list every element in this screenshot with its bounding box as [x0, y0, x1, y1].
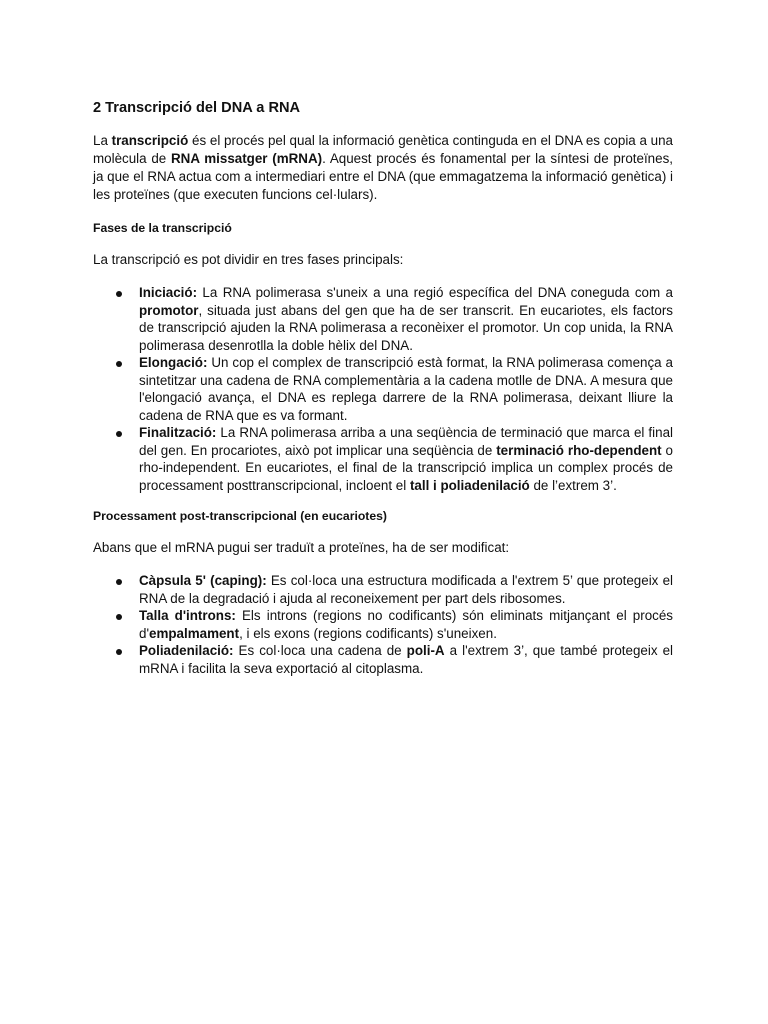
list-item-poliadenilacio — [93, 642, 673, 677]
item-label: Càpsula 5' (caping): — [139, 573, 267, 588]
item-text: , situada just abans del gen que ha de ser transcrit. En eucariotes, els factors de transcripció ajuden la RNA polimerasa a reconèixer el promotor. Un cop unida, la RNA polimerasa desenrotlla la doble hèlix del DNA. — [139, 302, 673, 353]
item-text: Es col·loca una estructura modificada a l'extrem 5’ que protegeix el RNA de la degradació i ajuda al reconeixement per part dels ribosomes. — [139, 573, 673, 606]
intro-bold-transcripcio: transcripció — [111, 133, 189, 148]
intro-bold-mrna: RNA missatger (mRNA) — [170, 151, 323, 166]
phases-list — [93, 284, 673, 494]
item-text: Es col·loca una cadena de — [233, 643, 407, 658]
post-transcriptional-heading: Processament post-transcripcional (en eucariotes) — [93, 509, 387, 523]
item-text: Els introns (regions no codificants) són eliminats mitjançant el procés d' — [139, 608, 673, 641]
item-text: de l’extrem 3’. — [529, 477, 617, 493]
bullet-icon — [116, 291, 122, 297]
intro-paragraph — [93, 132, 673, 204]
item-label: Poliadenilació: — [139, 643, 234, 658]
document-page — [93, 99, 673, 677]
item-bold: empalmament — [149, 625, 240, 641]
item-bold: poli-A — [406, 643, 445, 658]
phases-heading: Fases de la transcripció — [93, 221, 232, 235]
list-item-iniciacio — [93, 284, 673, 354]
post-intro: Abans que el mRNA pugui ser traduït a proteïnes, ha de ser modificat: — [93, 540, 510, 555]
bullet-icon — [116, 649, 122, 655]
list-item-finalitzacio — [93, 424, 673, 494]
bullet-icon — [116, 431, 122, 437]
item-label: Talla d'introns: — [139, 608, 236, 623]
item-text: , i els exons (regions codificants) s'uneixen. — [239, 625, 497, 641]
item-label: Finalització: — [139, 425, 217, 440]
bullet-icon — [116, 579, 122, 585]
post-list — [93, 572, 673, 677]
phases-intro: La transcripció es pot dividir en tres fases principals: — [93, 252, 404, 267]
item-text: o rho-independent. En eucariotes, el final de la transcripció implica un complex procés de processament posttranscripcional, incloent el — [139, 442, 673, 493]
intro-text-2: és el procés pel qual la informació genètica continguda en el DNA es copia a una molècula de — [93, 133, 673, 166]
list-item-capsula — [93, 572, 673, 607]
list-item-talla-introns — [93, 607, 673, 642]
item-text: La RNA polimerasa arriba a una seqüència de terminació que marca el final del gen. En procariotes, això pot implicar una seqüència de — [139, 425, 673, 458]
item-text: a l'extrem 3’, que també protegeix el mRNA i facilita la seva exportació al citoplasma. — [139, 643, 673, 676]
bullet-icon — [116, 614, 122, 620]
item-text: La RNA polimerasa s'uneix a una regió específica del DNA coneguda com a — [197, 285, 673, 300]
bullet-icon — [116, 361, 122, 367]
item-bold: tall i poliadenilació — [409, 477, 530, 493]
item-label: Iniciació: — [139, 285, 198, 300]
intro-text-3: . Aquest procés és fonamental per la síntesi de proteïnes, ja que el RNA actua com a intermediari entre el DNA (que emmagatzema la informació genètica) i les proteïnes (que executen funcions cel·lulars). — [93, 151, 673, 202]
intro-text-1: La — [93, 133, 112, 148]
list-item-elongacio — [93, 354, 673, 424]
section-heading: 2 Transcripció del DNA a RNA — [93, 100, 301, 116]
item-label: Elongació: — [139, 355, 208, 370]
item-text: Un cop el complex de transcripció està format, la RNA polimerasa comença a sintetitzar una cadena de RNA complementària a la cadena motlle de DNA. A mesura que l'elongació avança, el DNA es replega darrere de la RNA polimerasa, deixant lliure la cadena de RNA que es va formant. — [139, 355, 673, 423]
item-bold: promotor — [139, 302, 199, 318]
item-bold: terminació rho-dependent — [496, 442, 662, 458]
